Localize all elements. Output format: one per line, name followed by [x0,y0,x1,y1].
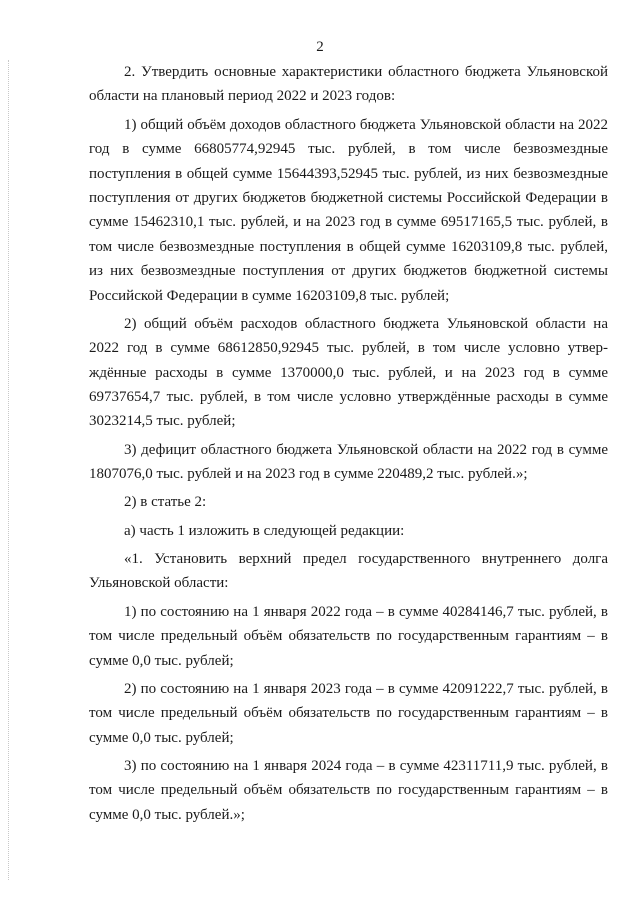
paragraph-debt-2022: 1) по состоянию на 1 января 2022 года – в сумме 40284146,7 тыс. рублей, в том числе предельный объём обязательств по государственным гарантиям – в сумме 0,0 тыс. рублей; [89,603,608,669]
page-number: 2 [316,39,324,55]
paragraph-planning-period: 2. Утвердить основные характеристики областного бюджета Ульяновской области на плановый период 2022 и 2023 годов: [89,64,608,105]
paragraph-debt-2023: 2) по состоянию на 1 января 2023 года – в сумме 42091222,7 тыс. рублей, в том числе предельный объём обязательств по государственным гарантиям – в сумме 0,0 тыс. рублей; [89,680,608,746]
paragraph-expenditure: 2) общий объём расходов областного бюджета Ульяновской области на 2022 год в сумме 68612850,92945 тыс. рублей, в том числе условно утверждённые расходы в сумме 1370000,0 тыс. рублей, и на 2023 год в сумме 69737654,7 тыс. рублей, в том числе условно утверждённые расходы в сумме 3023214,5 тыс. рублей; [89,315,608,430]
paragraph-deficit: 3) дефицит областного бюджета Ульяновской области на 2022 год в сумме 1807076,0 тыс. рублей и на 2023 год в сумме 220489,2 тыс. рублей.»; [89,441,608,483]
paragraph-debt-2024: 3) по состоянию на 1 января 2024 года – в сумме 42311711,9 тыс. рублей, в том числе предельный объём обязательств по государственным гарантиям – в сумме 0,0 тыс. рублей.»; [89,757,608,823]
paragraph-revenue: 1) общий объём доходов областного бюджета Ульяновской области на 2022 год в сумме 66805774,92945 тыс. рублей, в том числе безвозмездные поступления в общей сумме 15644393,52945 тыс. рублей, из них безвозмездные поступления от других бюджетов бюджетной системы Российской Федерации в сумме 15462310,1 тыс. рублей, и на 2023 год в сумме 69517165,5 тыс. рублей, в том числе безвозмездные поступления в общей сумме 16203109,8 тыс. рублей, из них безвозмездные поступления от других бюджетов бюджетной системы Российской Федерации в сумме 16203109,8 тыс. рублей; [89,116,608,304]
scan-edge-divider [8,60,9,880]
paragraph-article-2: 2) в статье 2: [124,494,207,511]
paragraph-part-1-edit: а) часть 1 изложить в следующей редакции: [124,522,405,539]
paragraph-debt-limit: «1. Установить верхний предел государственного внутреннего долга Ульяновской области: [89,551,608,592]
document-body [89,60,608,831]
